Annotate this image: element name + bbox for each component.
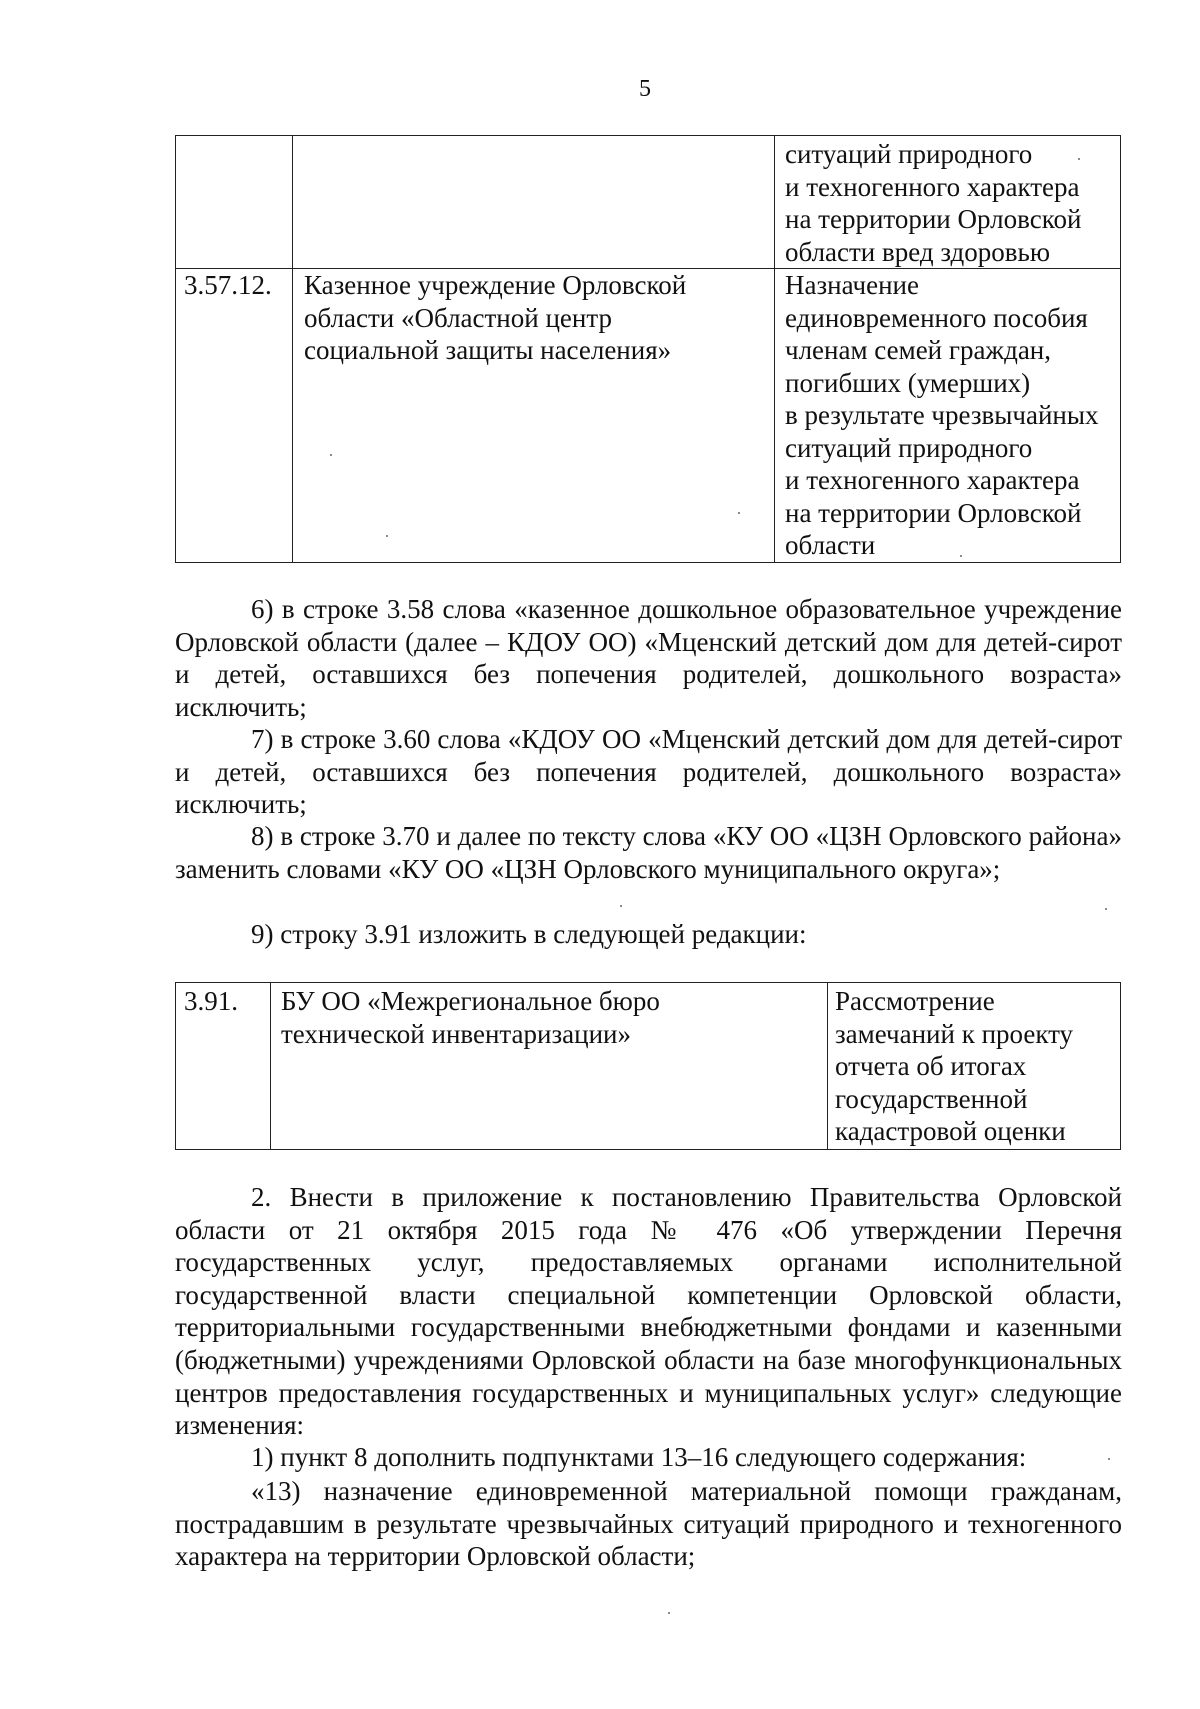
- service-line: и техногенного характера: [785, 171, 1080, 202]
- scan-speck: [738, 512, 740, 514]
- row-number-cell: [176, 136, 293, 269]
- service-cell: [775, 269, 1121, 563]
- table-row: [176, 136, 1121, 269]
- services-table-continued: [175, 135, 1121, 563]
- organization-line: БУ ОО «Межрегиональное бюро: [281, 986, 660, 1016]
- scan-speck: [1105, 908, 1107, 910]
- page-number: 5: [639, 76, 651, 102]
- service-line: ситуаций природного: [785, 432, 1033, 463]
- service-line: погибших (умерших): [785, 367, 1031, 398]
- scan-speck: [668, 1612, 670, 1614]
- service-line: области вред здоровью: [785, 236, 1051, 267]
- paragraph-item-9: 9) строку 3.91 изложить в следующей редакции:: [251, 919, 807, 949]
- scan-speck: [1078, 158, 1080, 160]
- scan-speck: [1108, 1458, 1110, 1460]
- service-line: отчета об итогах: [835, 1051, 1027, 1081]
- service-line: Назначение: [785, 270, 919, 300]
- service-line: замечаний к проекту: [835, 1018, 1074, 1049]
- service-line: членам семей граждан,: [785, 335, 1052, 365]
- service-line: ситуаций природного: [785, 139, 1033, 169]
- service-line: на территории Орловской: [785, 497, 1082, 528]
- paragraph-item-6: 6) в строке 3.58 слова «казенное дошкольное образовательное учреждение Орловской области (далее – КДОУ ОО) «Мценский детский дом для детей-сирот и детей, оставшихся без попечения родителей, дошкольного возраста» исключить;: [175, 594, 1122, 722]
- services-table-new-row: [175, 982, 1121, 1150]
- service-line: в результате чрезвычайных: [785, 400, 1099, 430]
- service-line: области: [785, 530, 876, 560]
- table-row: [176, 983, 1121, 1150]
- paragraph-item-7: 7) в строке 3.60 слова «КДОУ ОО «Мценский детский дом для детей-сирот и детей, оставшихся без попечения родителей, дошкольного возраста» исключить;: [175, 724, 1122, 820]
- scan-speck: [330, 454, 332, 456]
- organization-cell: [271, 983, 828, 1150]
- service-line: и техногенного характера: [785, 465, 1080, 495]
- service-cell: [828, 983, 1121, 1150]
- paragraph-item-8: 8) в строке 3.70 и далее по тексту слова «КУ ОО «ЦЗН Орловского района» заменить словами «КУ ОО «ЦЗН Орловского муниципального округа»;: [175, 821, 1122, 884]
- table-row: [176, 269, 1121, 563]
- service-line: единовременного пособия: [785, 302, 1088, 333]
- organization-line: Казенное учреждение Орловской: [304, 270, 687, 300]
- organization-line: области «Областной центр: [304, 302, 612, 333]
- service-line: Рассмотрение: [835, 986, 995, 1016]
- service-line: государственной: [835, 1083, 1028, 1114]
- organization-line: технической инвентаризации»: [281, 1018, 631, 1049]
- scan-speck: [960, 555, 962, 557]
- paragraph-subitem-13: «13) назначение единовременной материальной помощи гражданам, пострадавшим в результате чрезвычайных ситуаций природного и техногенного характера на территории Орловской области;: [175, 1476, 1122, 1572]
- paragraph-subitem-1: 1) пункт 8 дополнить подпунктами 13–16 следующего содержания:: [251, 1442, 1027, 1472]
- organization-cell: [293, 269, 775, 563]
- service-line: кадастровой оценки: [835, 1116, 1066, 1146]
- service-cell: [775, 136, 1121, 269]
- service-line: на территории Орловской: [785, 204, 1082, 234]
- paragraph-section-2: 2. Внести в приложение к постановлению Правительства Орловской области от 21 октября 2015 года № 476 «Об утверждении Перечня государственных услуг, предоставляемых органами исполнительной государственной власти специальной компетенции Орловской области, территориальными государственными внебюджетными фондами и казенными (бюджетными) учреждениями Орловской области на базе многофункциональных центров предоставления государственных и муниципальных услуг» следующие изменения:: [175, 1182, 1122, 1441]
- organization-cell: [293, 136, 775, 269]
- organization-line: социальной защиты населения»: [304, 335, 672, 365]
- scan-speck: [620, 905, 622, 907]
- scan-speck: [386, 535, 388, 537]
- row-number-cell: 3.57.12.: [176, 269, 293, 563]
- row-number-cell: 3.91.: [176, 983, 271, 1150]
